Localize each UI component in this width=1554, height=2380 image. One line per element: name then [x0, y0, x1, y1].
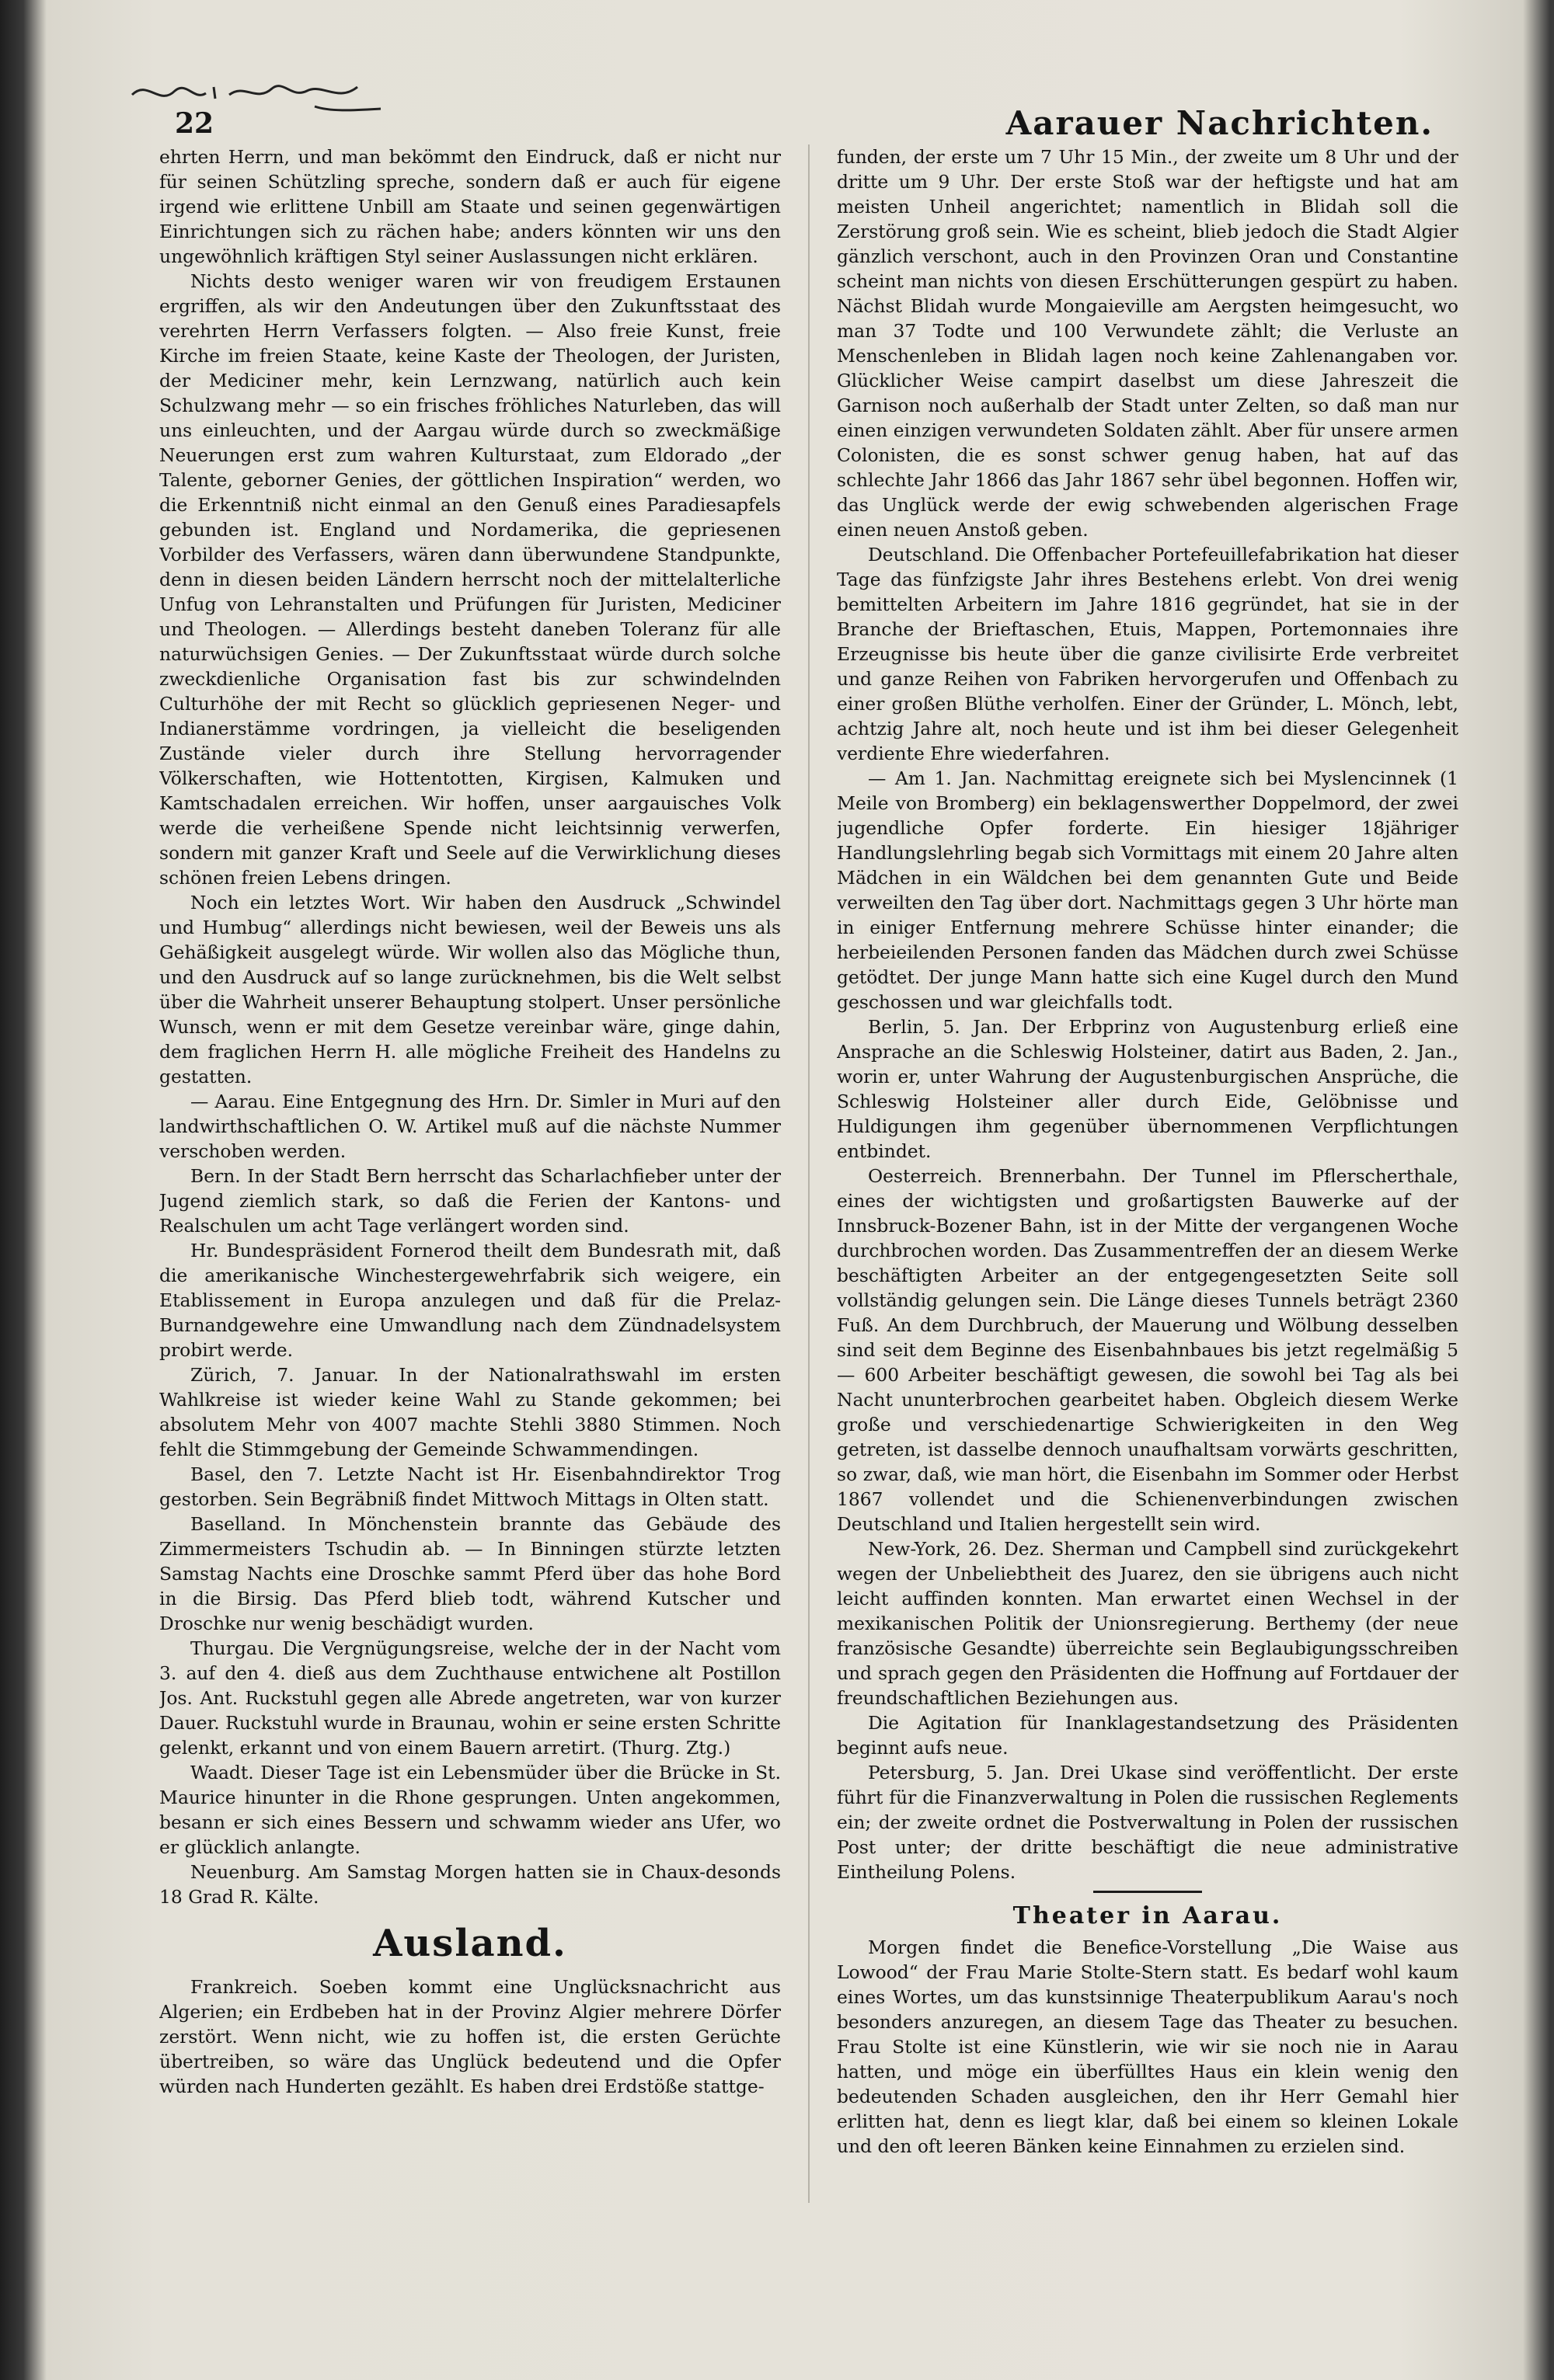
article-paragraph: Basel, den 7. Letzte Nacht ist Hr. Eisenbahndirektor Trog gestorben. Sein Begräbniß findet Mittwoch Mittags in Olten statt. [159, 1463, 781, 1510]
article-paragraph: Nichts desto weniger waren wir von freudigem Erstaunen ergriffen, als wir den Andeutungen über den Zukunftsstaat des verehrten Herrn Verfassers folgten. — Also freie Kunst, freie Kirche im freien Staate, keine Kaste der Theologen, der Juristen, der Mediciner mehr, kein Lernzwang, natürlich auch kein Schulzwang mehr — so ein frisches fröhliches Naturleben, das will uns einleuchten, und der Aargau würde durch so zweckmäßige Neuerungen erst zum wahren Kulturstaat, zum Eldorado „der Talente, geborner Genies, der göttlichen Inspiration“ werden, wo die Erkenntniß nicht einmal an den Genuß eines Paradiesapfels gebunden ist. England und Nordamerika, die gepriesenen Vorbilder des Verfassers, wären dann überwundene Standpunkte, denn in diesen beiden Ländern herrscht noch der mittelalterliche Unfug von Lehranstalten und Prüfungen für Juristen, Mediciner und Theologen. — Allerdings besteht daneben Toleranz für alle naturwüchsigen Genies. — Der Zukunftsstaat würde durch solche zweckdienliche Organisation fast bis zur schwindelnden Culturhöhe der mit Recht so glücklich gepriesenen Neger- und Indianerstämme vordringen, ja vielleicht die beseligenden Zustände vieler durch ihre Stellung hervorragender Völkerschaften, wie Hottentotten, Kirgisen, Kalmuken und Kamtschadalen erreichen. Wir hoffen, unser aargauisches Volk werde die verheißene Spende nicht leichtsinnig verwerfen, sondern mit ganzer Kraft und Seele auf die Verwirklichung dieses schönen freien Lebens dringen. [159, 270, 781, 889]
section-separator [1093, 1891, 1202, 1893]
article-paragraph: New-York, 26. Dez. Sherman und Campbell sind zurückgekehrt wegen der Unbeliebtheit des Juarez, den sie übrigens auch nicht leicht auffinden konnten. Man erwartet einen Wechsel in der mexikanischen Politik der Unionsregierung. Berthemy (der neue französische Gesandte) überreichte sein Beglaubigungsschreiben und sprach gegen den Präsidenten die Hoffnung auf Fortdauer der freundschaftlichen Beziehungen aus. [837, 1538, 1458, 1709]
article-paragraph: Petersburg, 5. Jan. Drei Ukase sind veröffentlicht. Der erste führt für die Finanzverwaltung in Polen die russischen Reglements ein; der zweite ordnet die Postverwaltung in Polen der russischen Post unter; der dritte beschäftigt die neue administrative Eintheilung Polens. [837, 1762, 1458, 1883]
page-number: 22 [175, 107, 214, 140]
column-divider [808, 144, 810, 2203]
article-paragraph: — Aarau. Eine Entgegnung des Hrn. Dr. Simler in Muri auf den landwirthschaftlichen O. W. Artikel muß auf die nächste Nummer verschoben werden. [159, 1091, 781, 1162]
article-paragraph: Neuenburg. Am Samstag Morgen hatten sie in Chaux-desonds 18 Grad R. Kälte. [159, 1861, 781, 1908]
article-paragraph: Zürich, 7. Januar. In der Nationalrathswahl im ersten Wahlkreise ist wieder keine Wahl zu Stande gekommen; bei absolutem Mehr von 4007 machte Stehli 3880 Stimmen. Noch fehlt die Stimmgebung der Gemeinde Schwammendingen. [159, 1364, 781, 1460]
article-paragraph: Bern. In der Stadt Bern herrscht das Scharlachfieber unter der Jugend ziemlich stark, so daß die Ferien der Kantons- und Realschulen um acht Tage verlängert worden sind. [159, 1165, 781, 1237]
article-paragraph: Deutschland. Die Offenbacher Portefeuillefabrikation hat dieser Tage das fünfzigste Jahr ihres Bestehens erlebt. Von drei wenig bemittelten Arbeitern im Jahre 1816 gegründet, hat sie in der Branche der Brieftaschen, Etuis, Mappen, Portemonnaies ihre Erzeugnisse bis heute über die ganze civilisirte Erde verbreitet und ganze Reihen von Fabriken hervorgerufen und Offenbach zu einer großen Blüthe verholfen. Einer der Gründer, L. Mönch, lebt, achtzig Jahre alt, noch heute und ist ihm bei dieser Gelegenheit verdiente Ehre wiederfahren. [837, 544, 1458, 764]
right-column [837, 144, 1458, 2203]
article-paragraph: Baselland. In Mönchenstein brannte das Gebäude des Zimmermeisters Tschudin ab. — In Binningen stürzte letzten Samstag Nachts eine Droschke sammt Pferd über das hohe Bord in die Birsig. Das Pferd blieb todt, während Kutscher und Droschke nur wenig beschädigt wurden. [159, 1513, 781, 1634]
article-paragraph: Hr. Bundespräsident Fornerod theilt dem Bundesrath mit, daß die amerikanische Winchestergewehrfabrik sich weigere, ein Etablissement in Europa anzulegen und daß für die Prelaz-Burnandgewehre eine Umwandlung nach dem Zündnadelsystem probirt werde. [159, 1240, 781, 1361]
article-paragraph: Morgen findet die Benefice-Vorstellung „Die Waise aus Lowood“ der Frau Marie Stolte-Stern statt. Es bedarf wohl kaum eines Wortes, um das kunstsinnige Theaterpublikum Aarau's noch besonders anzuregen, an diesem Tage das Theater zu besuchen. Frau Stolte ist eine Künstlerin, wie wir sie noch nie in Aarau hatten, und möge ein überfülltes Haus ein klein wenig den bedeutenden Schaden ausgleichen, den ihr Herr Gemahl hier erlitten hat, denn es liegt klar, daß bei einem so kleinen Lokale und den oft leeren Bänken keine Einnahmen zu erzielen sind. [837, 1936, 1458, 2157]
article-paragraph: Berlin, 5. Jan. Der Erbprinz von Augustenburg erließ eine Ansprache an die Schleswig Holsteiner, datirt aus Baden, 2. Jan., worin er, unter Wahrung der Augustenburgischen Ansprüche, die Schleswig Holsteiner aller durch Eide, Gelöbnisse und Huldigungen ihm gegenüber übernommenen Verpflichtungen entbindet. [837, 1016, 1458, 1162]
left-column [159, 144, 781, 2203]
article-paragraph: Oesterreich. Brennerbahn. Der Tunnel im Pflerscherthale, eines der wichtigsten und großartigsten Bauwerke auf der Innsbruck-Bozener Bahn, ist in der Mitte der vergangenen Woche durchbrochen worden. Das Zusammentreffen der an diesem Werke beschäftigten Arbeiter an der entgegengesetzten Seite soll vollständig gelungen sein. Die Länge dieses Tunnels beträgt 2360 Fuß. An dem Durchbruch, der Mauerung und Wölbung desselben sind seit dem Beginne des Eisenbahnbaues bis jetzt regelmäßig 5 — 600 Arbeiter beschäftigt gewesen, die sowohl bei Tag als bei Nacht ununterbrochen gearbeitet haben. Obgleich diesem Werke große und verschiedenartige Schwierigkeiten in den Weg getreten, ist dasselbe dennoch unaufhaltsam vorwärts geschritten, so zwar, daß, wie man hört, die Eisenbahn im Sommer oder Herbst 1867 vollendet und die Schienenverbindungen zwischen Deutschland und Italien hergestellt sein wird. [837, 1165, 1458, 1535]
article-paragraph: Thurgau. Die Vergnügungsreise, welche der in der Nacht vom 3. auf den 4. dieß aus dem Zuchthause entwichene alt Postillon Jos. Ant. Ruckstuhl gegen alle Abrede angetreten, war von kurzer Dauer. Ruckstuhl wurde in Braunau, wohin er seine ersten Schritte gelenkt, erkannt und von einem Bauern arretirt. (Thurg. Ztg.) [159, 1637, 781, 1759]
article-paragraph: Noch ein letztes Wort. Wir haben den Ausdruck „Schwindel und Humbug“ allerdings nicht bewiesen, weil der Beweis uns als Gehäßigkeit ausgelegt würde. Wir wollen also das Mögliche thun, und den Ausdruck auf so lange zurücknehmen, bis die Welt selbst über die Wahrheit unserer Behauptung stolpert. Unser persönliche Wunsch, wenn er mit dem Gesetze vereinbar wäre, ginge dahin, dem fraglichen Herrn H. alle mögliche Freiheit des Handelns zu gestatten. [159, 892, 781, 1087]
article-paragraph: Frankreich. Soeben kommt eine Unglücksnachricht aus Algerien; ein Erdbeben hat in der Provinz Algier mehrere Dörfer zerstört. Wenn nicht, wie zu hoffen ist, die ersten Gerüchte übertreiben, so wäre das Unglück bedeutend und die Opfer würden nach Hunderten gezählt. Es haben drei Erdstöße stattge- [159, 1976, 781, 2097]
page-header [159, 101, 1449, 148]
article-paragraph: Waadt. Dieser Tage ist ein Lebensmüder über die Brücke in St. Maurice hinunter in die Rhone gesprungen. Unten angekommen, besann er sich eines Bessern und schwamm wieder ans Ufer, wo er glücklich anlangte. [159, 1762, 781, 1858]
article-paragraph: funden, der erste um 7 Uhr 15 Min., der zweite um 8 Uhr und der dritte um 9 Uhr. Der erste Stoß war der heftigste und hat am meisten Unheil angerichtet; namentlich in Blidah soll die Zerstörung groß sein. Wie es scheint, blieb jedoch die Stadt Algier gänzlich verschont, auch in den Provinzen Oran und Constantine scheint man nichts von diesen Erschütterungen gespürt zu haben. Nächst Blidah wurde Mongaieville am Aergsten heimgesucht, wo man 37 Todte und 100 Verwundete zählt; die Verluste an Menschenleben in Blidah lagen noch keine Zahlenangaben vor. Glücklicher Weise campirt daselbst um diese Jahreszeit die Garnison noch außerhalb der Stadt unter Zelten, so daß man nur einen einzigen verwundeten Soldaten zählt. Aber für unsere armen Colonisten, die es sonst schwer genug haben, hat auf das schlechte Jahr 1866 das Jahr 1867 sehr übel begonnen. Hoffen wir, das Unglück werde der ewig schwebenden algerischen Frage einen neuen Anstoß geben. [837, 146, 1458, 541]
masthead-title: Aarauer Nachrichten. [1005, 104, 1434, 142]
article-paragraph: ehrten Herrn, und man bekömmt den Eindruck, daß er nicht nur für seinen Schützling spreche, sondern daß er auch für eigene irgend wie erlittene Unbill am Staate und seinen gegenwärtigen Einrichtungen sich zu rächen habe; anders könnten wir uns den ungewöhnlich kräftigen Styl seiner Auslassungen nicht erklären. [159, 146, 781, 267]
article-paragraph: Die Agitation für Inanklagestandsetzung des Präsidenten beginnt aufs neue. [837, 1712, 1458, 1759]
section-heading-theater: Theater in Aarau. [1012, 1902, 1283, 1929]
article-paragraph: — Am 1. Jan. Nachmittag ereignete sich bei Myslencinnek (1 Meile von Bromberg) ein beklagenswerther Doppelmord, der zwei jugendliche Opfer forderte. Ein hiesiger 18jähriger Handlungslehrling begab sich Vormittags mit einem 20 Jahre alten Mädchen in ein Wäldchen bei dem genannten Gute und Beide verweilten den Tag über dort. Nachmittags gegen 3 Uhr hörte man in einiger Entfernung mehrere Schüsse hinter einander; die herbeieilenden Personen fanden das Mädchen durch zwei Schüsse getödtet. Der junge Mann hatte sich eine Kugel durch den Mund geschossen und war gleichfalls todt. [837, 767, 1458, 1013]
section-heading-ausland: Ausland. [373, 1922, 567, 1965]
